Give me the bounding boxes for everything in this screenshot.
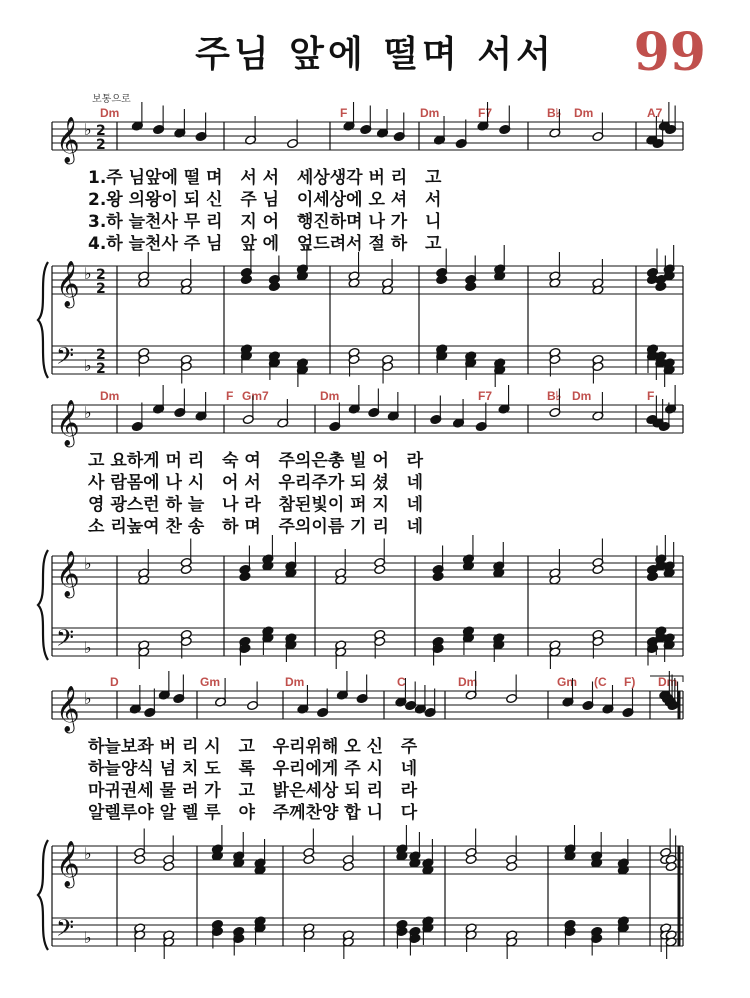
lyric-line-3: 마귀권세 물 러 가 고 밝은세상 되 리 라 [88, 781, 418, 801]
lyric-line-4: 알렐루야 알 렐 루 야 주께찬양 합 니 다 [88, 803, 418, 823]
accompaniment-treble-staff [52, 825, 683, 889]
accompaniment-bass-staff [52, 342, 683, 387]
music-system-1 [38, 102, 683, 387]
lyric-line-4: 4.하 늘천사 주 님 앞 에 엎드려서 절 하 고 [88, 234, 442, 254]
chord-symbol: F [340, 106, 348, 120]
staff-brace [38, 550, 48, 660]
hymn-title: 주님 앞에 떨며 서서 [195, 34, 555, 75]
chord-symbol: Dm [458, 675, 478, 689]
flat-key-signature-icon: ♭ [84, 554, 92, 573]
chord-symbol: F7 [478, 106, 493, 120]
chord-symbol: F [226, 389, 234, 403]
treble-clef-icon: 𝄞 [56, 551, 80, 597]
chord-symbol: F) [624, 675, 636, 689]
flat-key-signature-icon: ♭ [84, 356, 92, 375]
chord-symbol: F7 [478, 389, 493, 403]
lyric-line-3: 3.하 늘천사 무 리 지 어 행진하며 나 가 니 [88, 212, 442, 232]
lyric-line-2: 사 람몸에 나 시 어 서 우리주가 되 셨 네 [88, 473, 424, 493]
chord-symbol: Gm [557, 675, 578, 689]
chord-symbol: Dm [100, 389, 120, 403]
lyric-line-4: 소 리높여 찬 송 하 며 주의이름 기 리 네 [88, 517, 424, 537]
lyric-line-3: 영 광스런 하 늘 나 라 참된빛이 퍼 지 네 [88, 495, 424, 515]
chord-symbol: Dm [572, 389, 592, 403]
treble-clef-icon: 𝄞 [56, 400, 80, 446]
accompaniment-bass-staff [52, 914, 683, 959]
treble-clef-icon: 𝄞 [56, 686, 80, 732]
chord-symbol: F [647, 389, 655, 403]
staff-brace [38, 262, 48, 378]
bass-clef-icon: 𝄢 [56, 914, 75, 947]
chord-symbol: Dm [320, 389, 340, 403]
melody-staff [52, 671, 683, 734]
chord-symbol: Dm [420, 106, 440, 120]
chord-symbol: Dm [658, 675, 678, 689]
chord-symbol: B♭ [547, 106, 562, 120]
lyric-line-2: 하늘양식 넘 치 도 록 우리에게 주 시 네 [88, 759, 418, 779]
flat-key-signature-icon: ♭ [84, 689, 92, 708]
chord-symbol: Dm [574, 106, 594, 120]
music-system-3 [38, 671, 683, 959]
staff-brace [38, 840, 48, 950]
chord-symbol: A7 [647, 106, 663, 120]
flat-key-signature-icon: ♭ [84, 403, 92, 422]
chord-symbol: Gm7 [242, 389, 269, 403]
time-signature-top: 2 [96, 347, 106, 363]
lyric-line-1: 하늘보좌 버 리 시 고 우리위해 오 신 주 [88, 737, 418, 757]
chord-symbol: Gm [200, 675, 221, 689]
chord-symbol: (C [594, 675, 607, 689]
lyric-line-1: 고 요하게 머 리 숙 여 주의은총 빌 어 라 [88, 451, 424, 471]
time-signature-bottom: 2 [96, 137, 106, 153]
flat-key-signature-icon: ♭ [84, 844, 92, 863]
hymn-number: 99 [633, 22, 706, 83]
chord-symbol: B♭ [547, 389, 562, 403]
time-signature-bottom: 2 [96, 281, 106, 297]
chord-symbol: Dm [285, 675, 305, 689]
bass-clef-icon: 𝄢 [56, 342, 75, 375]
time-signature-top: 2 [96, 267, 106, 283]
tempo-marking: 보통으로 [92, 94, 131, 105]
chord-symbol: D [110, 675, 119, 689]
treble-clef-icon: 𝄞 [56, 841, 80, 887]
treble-clef-icon: 𝄞 [56, 117, 80, 163]
time-signature-bottom: 2 [96, 361, 106, 377]
accompaniment-treble-staff [52, 245, 683, 309]
bass-clef-icon: 𝄢 [56, 624, 75, 657]
accompaniment-bass-staff [52, 624, 683, 669]
music-system-2 [38, 385, 683, 669]
flat-key-signature-icon: ♭ [84, 120, 92, 139]
chord-symbol: Dm [100, 106, 120, 120]
treble-clef-icon: 𝄞 [56, 261, 80, 307]
chord-symbol: C [397, 675, 406, 689]
accompaniment-treble-staff [52, 535, 683, 599]
flat-key-signature-icon: ♭ [84, 928, 92, 947]
time-signature-top: 2 [96, 123, 106, 139]
flat-key-signature-icon: ♭ [84, 264, 92, 283]
lyric-line-1: 1.주 님앞에 떨 며 서 서 세상생각 버 리 고 [88, 168, 442, 188]
lyric-line-2: 2.왕 의왕이 되 신 주 님 이세상에 오 셔 서 [88, 190, 442, 210]
flat-key-signature-icon: ♭ [84, 638, 92, 657]
